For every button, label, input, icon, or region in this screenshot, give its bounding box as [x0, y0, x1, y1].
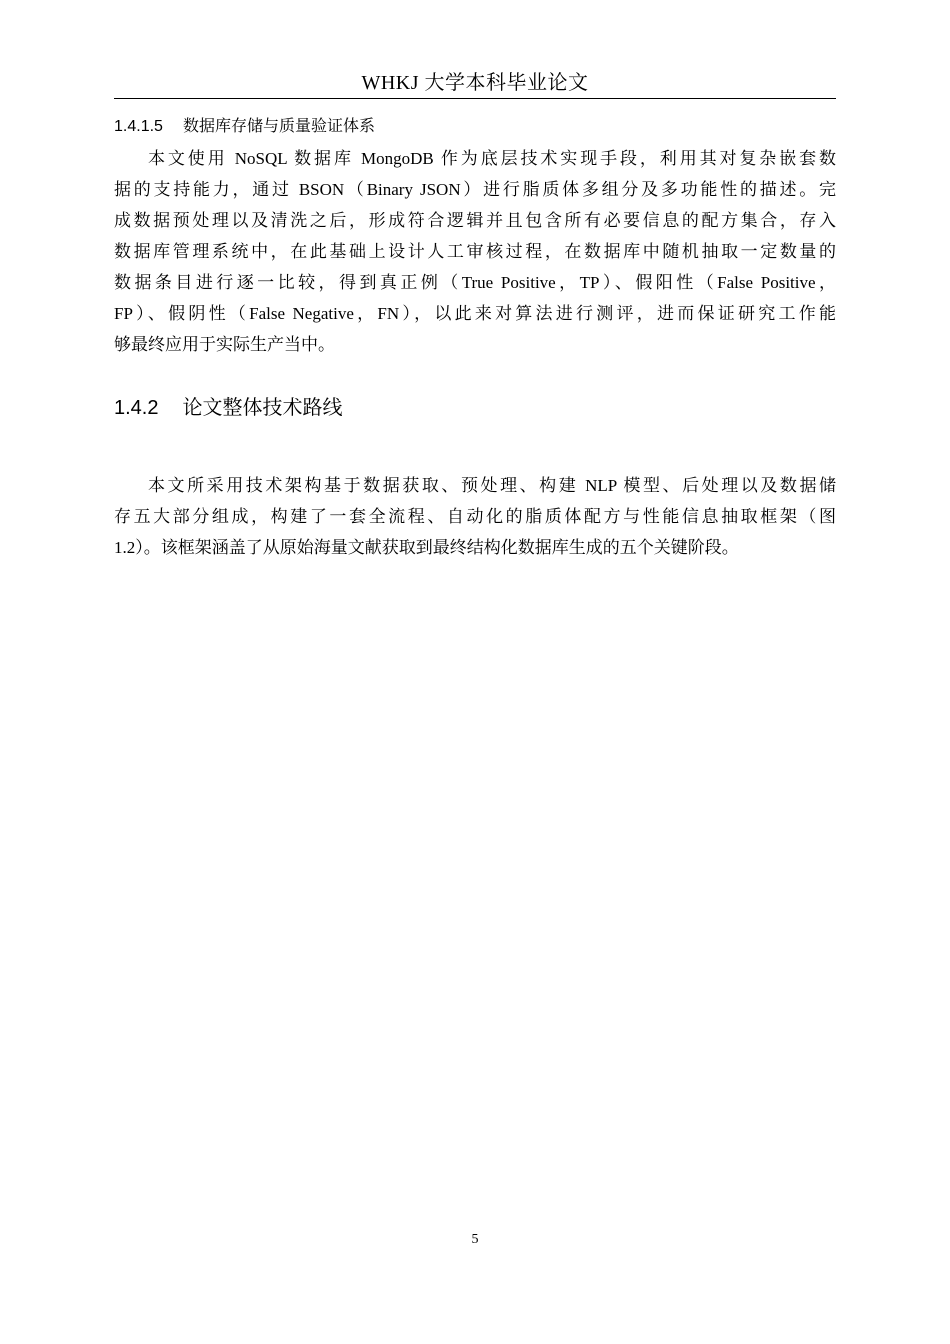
paragraph-line: 成数据预处理以及清洗之后，形成符合逻辑并且包含所有必要信息的配方集合，存入 [114, 211, 836, 230]
subsection-number: 1.4.1.5 [114, 118, 163, 135]
header-rule [114, 98, 836, 99]
paragraph-line: FP）、假阴性（False Negative，FN），以此来对算法进行测评，进而保证研究工作能 [114, 304, 836, 323]
subsection-title: 数据库存储与质量验证体系 [182, 118, 375, 135]
paragraph-line: 据的支持能力，通过 BSON（Binary JSON）进行脂质体多组分及多功能性的描述。完 [114, 180, 836, 199]
paragraph-line: 数据条目进行逐一比较，得到真正例（True Positive，TP）、假阳性（False Positive， [114, 273, 836, 292]
section-title: 论文整体技术路线 [182, 397, 343, 419]
paragraph-line: 够最终应用于实际生产当中。 [114, 335, 335, 354]
subsection-heading [114, 116, 836, 138]
paragraph-line: 1.2）。该框架涵盖了从原始海量文献获取到最终结构化数据库生成的五个关键阶段。 [114, 538, 739, 557]
running-header: WHKJ 大学本科毕业论文 [361, 72, 589, 94]
paragraph-line: 本文所采用技术架构基于数据获取、预处理、构建 NLP 模型、后处理以及数据储 [148, 476, 836, 495]
paragraph-database-storage [114, 143, 836, 360]
paragraph-technical-route [114, 470, 836, 563]
paragraph-line: 本文使用 NoSQL 数据库 MongoDB 作为底层技术实现手段，利用其对复杂嵌套数 [148, 149, 836, 168]
page-number: 5 [471, 1232, 479, 1247]
section-number: 1.4.2 [114, 397, 159, 419]
section-heading [114, 394, 836, 422]
paragraph-line: 数据库管理系统中，在此基础上设计人工审核过程，在数据库中随机抽取一定数量的 [114, 242, 836, 261]
paragraph-line: 存五大部分组成，构建了一套全流程、自动化的脂质体配方与性能信息抽取框架（图 [114, 507, 836, 526]
